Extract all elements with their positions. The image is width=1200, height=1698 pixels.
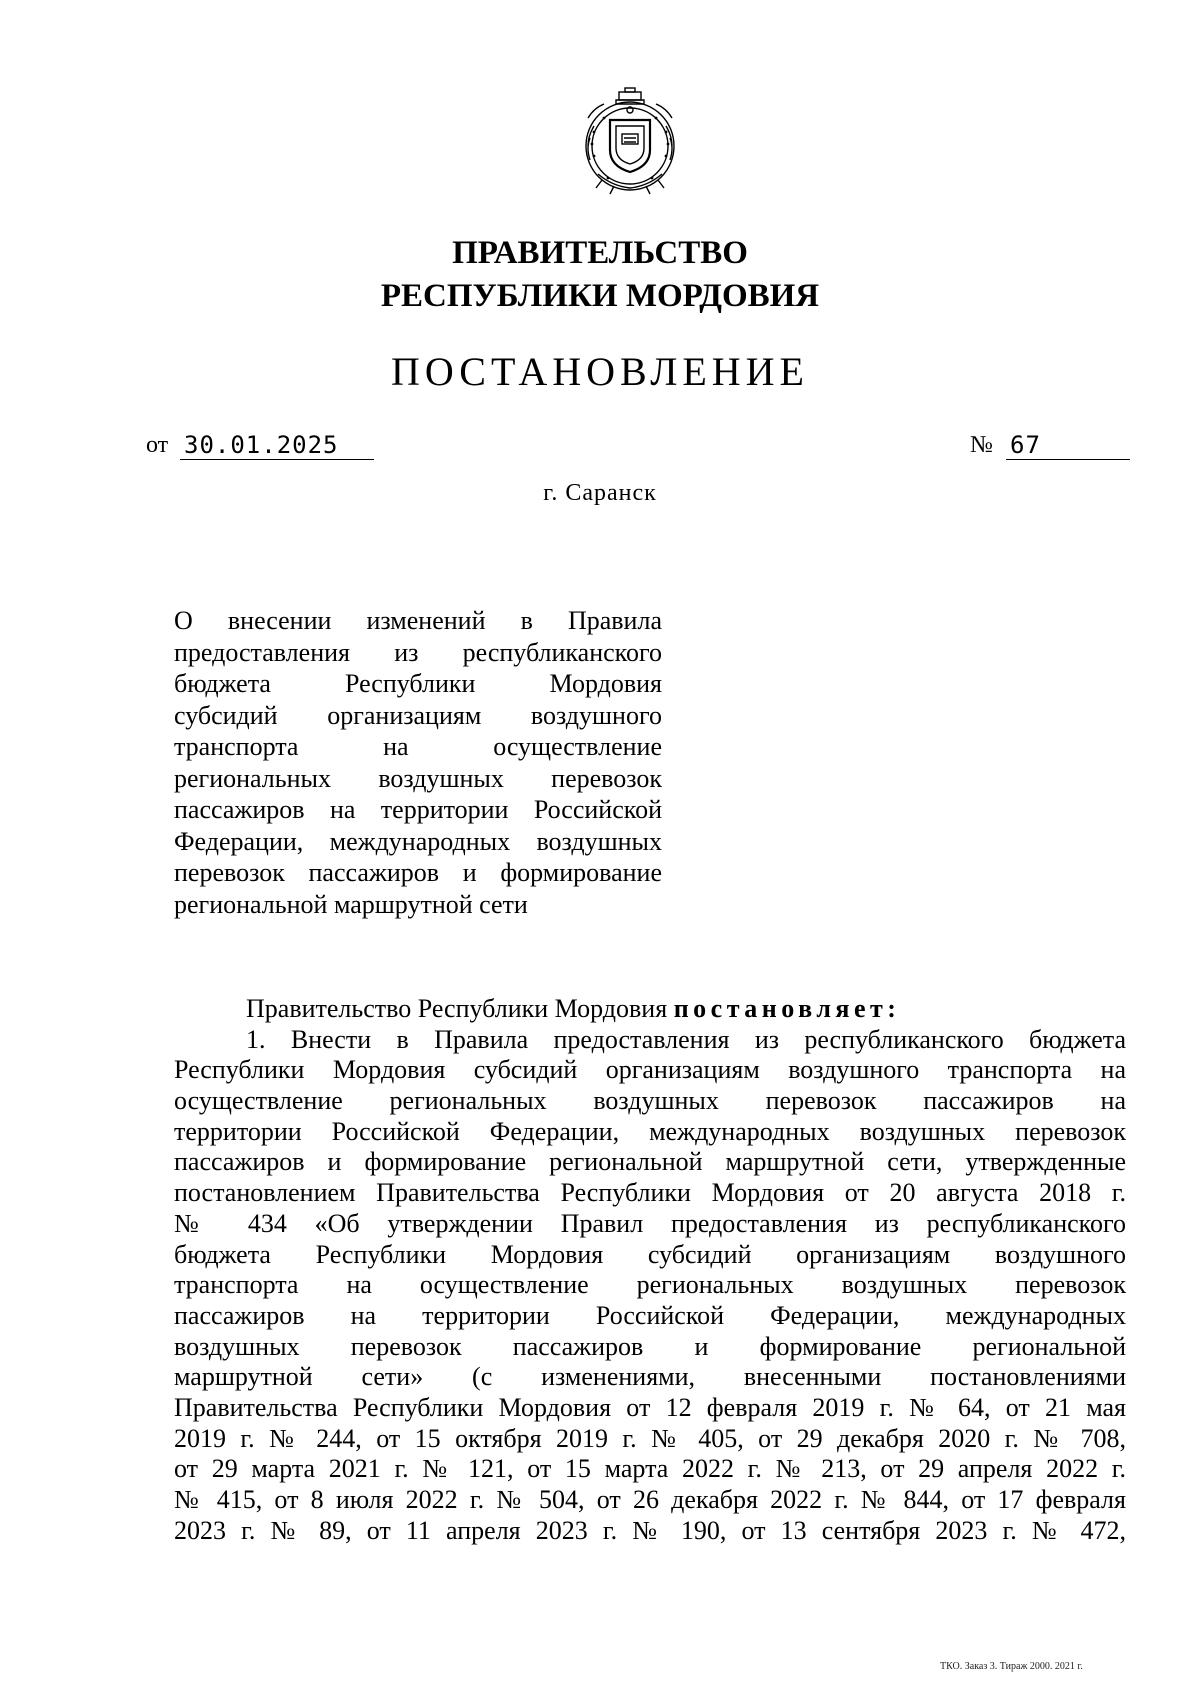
number-prefix: № <box>970 432 993 458</box>
subject-line: пассажиров на территории Российской <box>174 795 662 824</box>
document-type-title: ПОСТАНОВЛЕНИЕ <box>391 349 809 394</box>
body-line: 2019 г. № 244, от 15 октября 2019 г. № 405, от 29 декабря 2020 г. № 708, <box>174 1423 1126 1453</box>
document-number: 67 <box>1010 431 1041 459</box>
body-line: Правительства Республики Мордовия от 12 февраля 2019 г. № 64, от 21 мая <box>174 1392 1126 1422</box>
body-line: воздушных перевозок пассажиров и формирование региональной <box>174 1331 1126 1361</box>
body-line: транспорта на осуществление региональных воздушных перевозок <box>174 1270 1126 1300</box>
body-line: постановлением Правительства Республики Мордовия от 20 августа 2018 г. <box>174 1178 1126 1208</box>
subject-line: предоставления из республиканского <box>174 637 662 667</box>
document-date: 30.01.2025 <box>184 431 339 459</box>
government-title-line1: ПРАВИТЕЛЬСТВО <box>452 235 748 271</box>
body-line: осуществление региональных воздушных перевозок пассажиров на <box>174 1086 1126 1116</box>
intro-text: Правительство Республики Мордовия <box>246 994 674 1023</box>
subject-line: региональных воздушных перевозок <box>174 763 662 793</box>
number-underline <box>1006 459 1130 460</box>
body-line: № 434 «Об утверждении Правил предоставления из республиканского <box>174 1208 1126 1238</box>
subject-line: О внесении изменений в Правила <box>174 606 662 635</box>
subject-line: Федерации, международных воздушных <box>174 826 662 856</box>
body-line: пассажиров на территории Российской Федерации, международных <box>174 1300 1126 1330</box>
body-line: маршрутной сети» (с изменениями, внесенными постановлениями <box>174 1362 1126 1392</box>
decree-verb: постановляет: <box>673 994 901 1023</box>
body-line: пассажиров и формирование региональной маршрутной сети, утвержденные <box>174 1147 1126 1177</box>
date-prefix: от <box>146 432 169 458</box>
body-line: 2023 г. № 89, от 11 апреля 2023 г. № 190, от 13 сентября 2023 г. № 472, <box>174 1515 1126 1545</box>
body-line: 1. Внести в Правила предоставления из республиканского бюджета <box>246 1024 1126 1054</box>
print-run-note: ТКО. Заказ 3. Тираж 2000. 2021 г. <box>940 1661 1083 1672</box>
subject-line: бюджета Республики Мордовия <box>174 669 662 698</box>
intro-line <box>174 994 1126 1025</box>
body-line: № 415, от 8 июля 2022 г. № 504, от 26 декабря 2022 г. № 844, от 17 февраля <box>174 1485 1126 1514</box>
body-line: от 29 марта 2021 г. № 121, от 15 марта 2022 г. № 213, от 29 апреля 2022 г. <box>174 1454 1126 1484</box>
body-line: Республики Мордовия субсидий организациям воздушного транспорта на <box>174 1055 1126 1085</box>
city-name: г. Саранск <box>543 480 657 506</box>
coat-of-arms-icon <box>574 86 686 198</box>
body-line: территории Российской Федерации, международных воздушных перевозок <box>174 1116 1126 1146</box>
subject-line: региональной маршрутной сети <box>174 889 528 919</box>
subject-line: субсидий организациям воздушного <box>174 700 662 730</box>
document-subject <box>174 605 662 920</box>
document-body <box>174 994 1126 1546</box>
body-line: бюджета Республики Мордовия субсидий организациям воздушного <box>174 1239 1126 1269</box>
subject-line: перевозок пассажиров и формирование <box>174 858 662 887</box>
subject-line: транспорта на осуществление <box>174 732 662 761</box>
date-underline <box>180 459 374 460</box>
government-title-line2: РЕСПУБЛИКИ МОРДОВИЯ <box>380 278 820 314</box>
